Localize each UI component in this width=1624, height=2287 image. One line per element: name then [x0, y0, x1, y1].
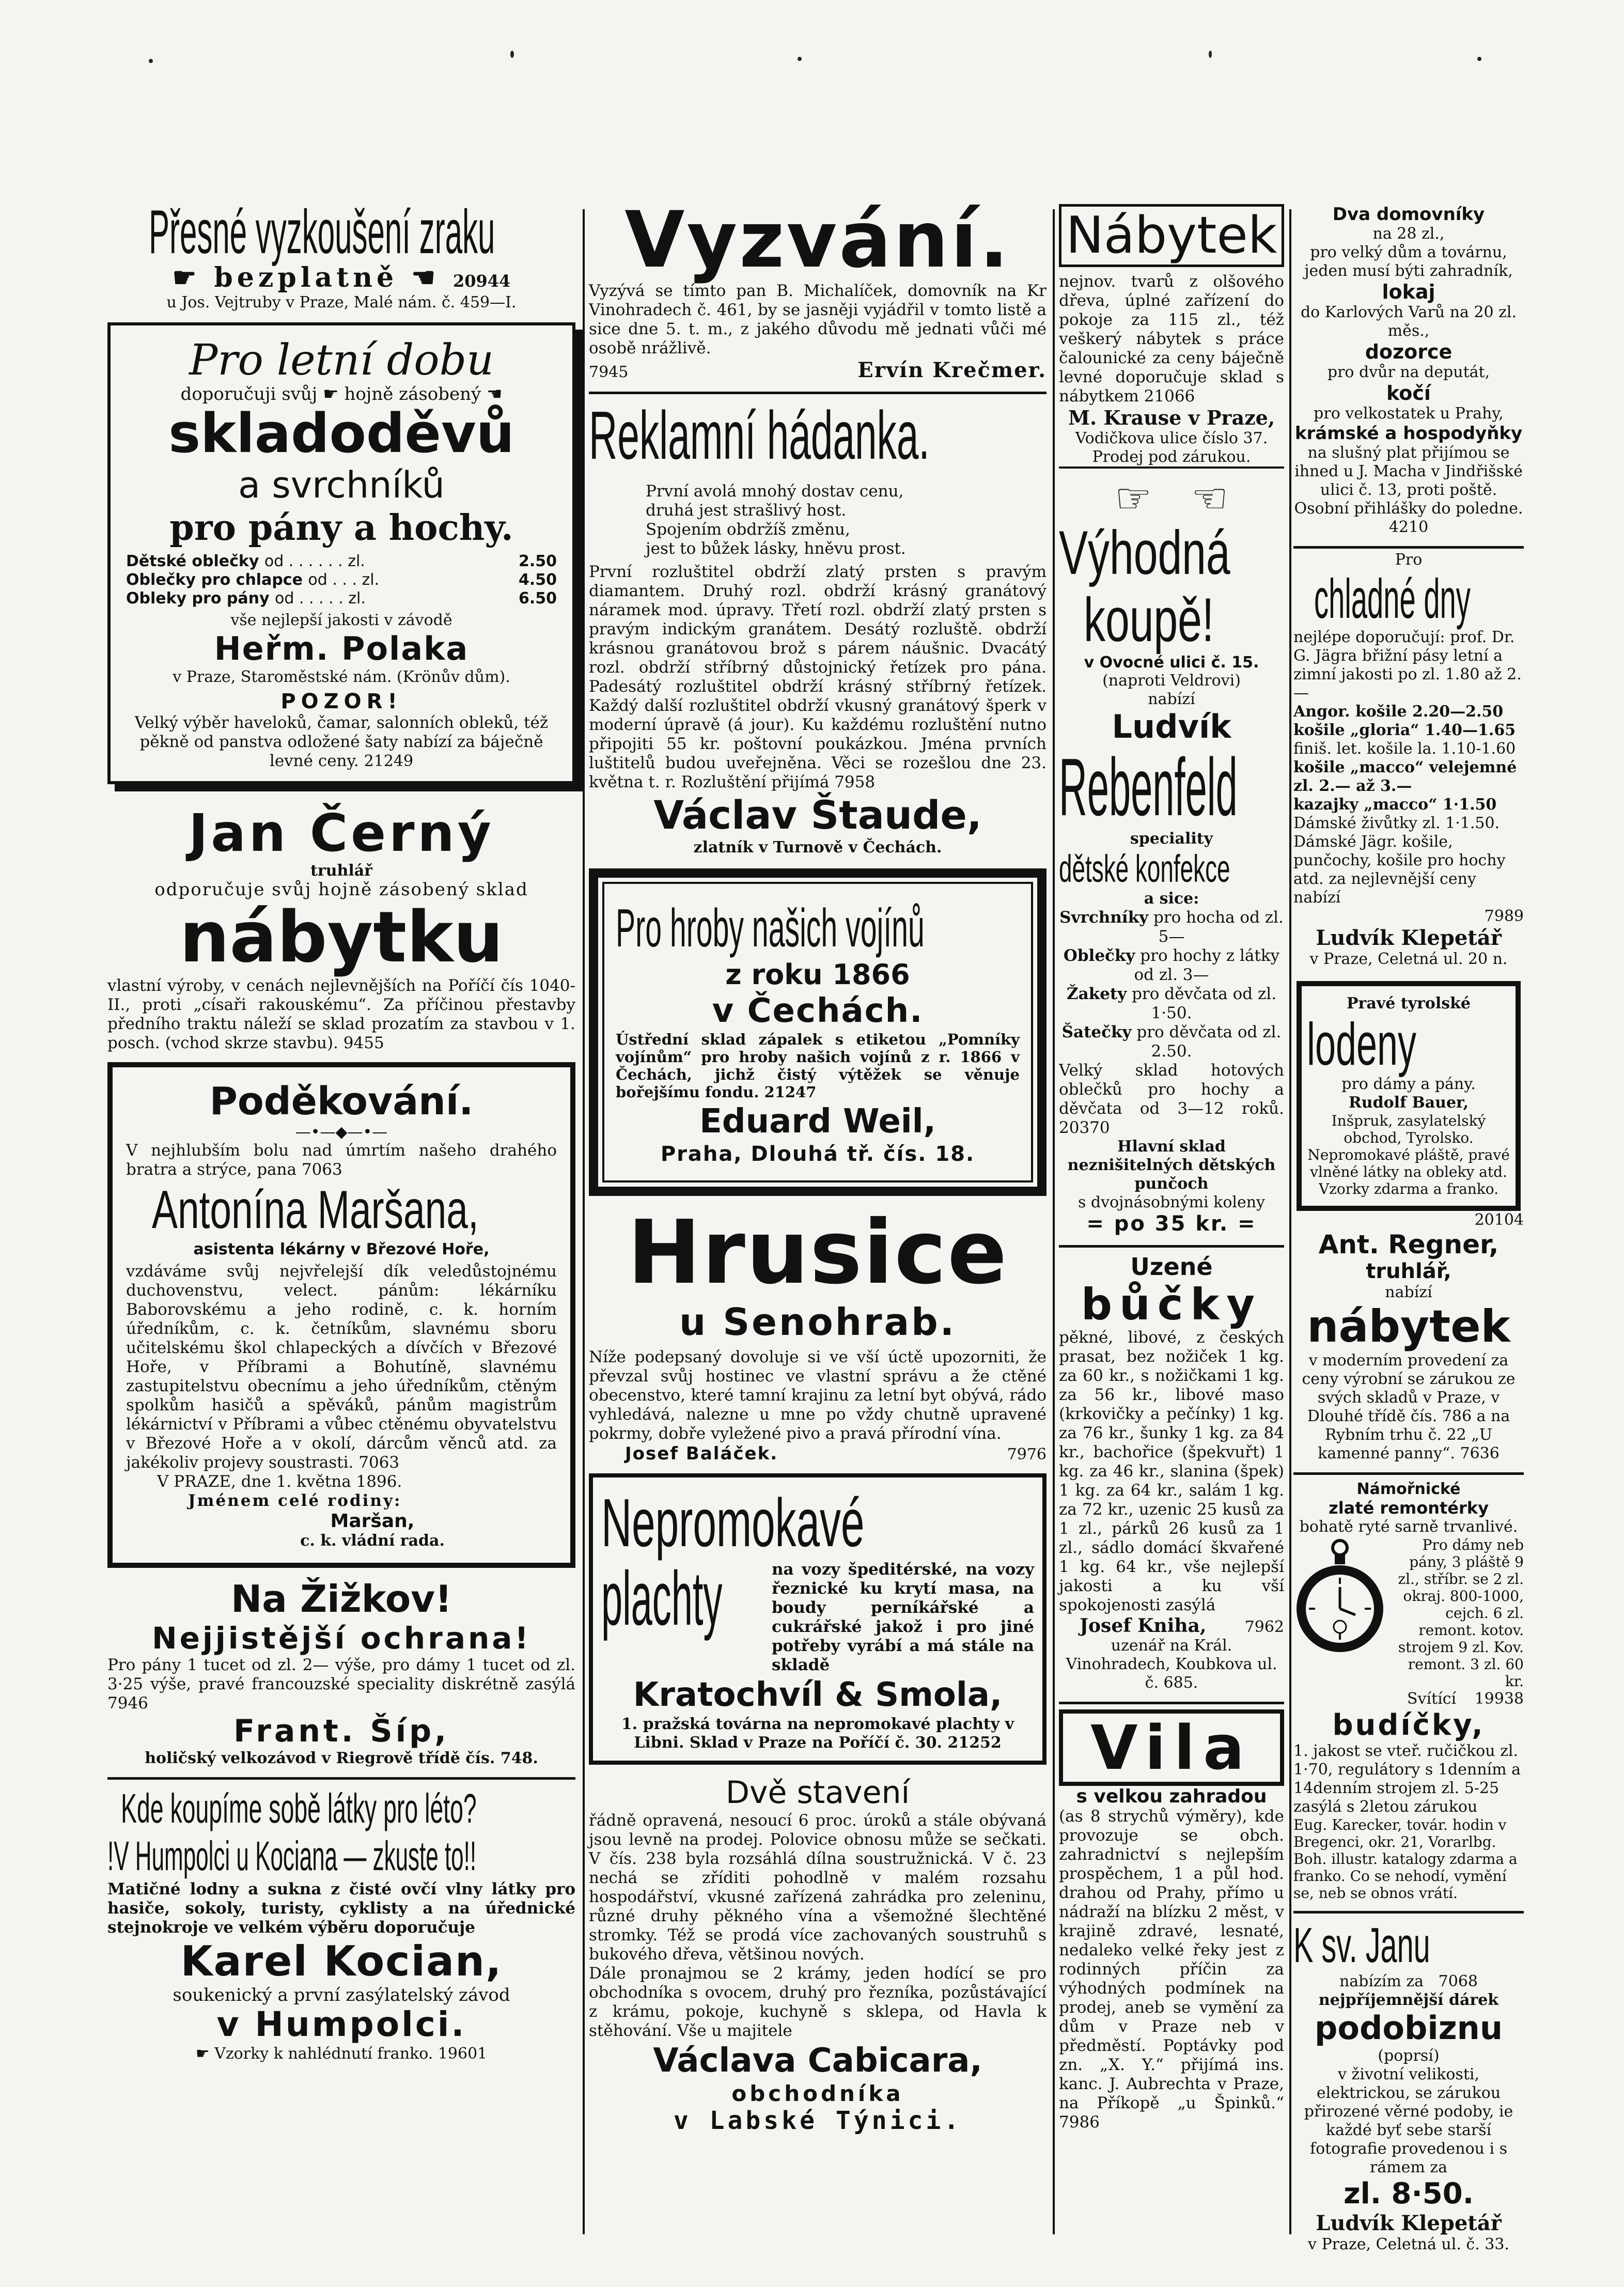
ad-text: v moderním provedení za ceny výrobní se zárukou ze svých skladů v Praze, v Dlouhé třídě čís. 786 a na Rybním trhu č. 22 „U kamenné panny“. 7636 [1302, 1351, 1516, 1463]
ad-line: truhlář [310, 862, 372, 880]
ad-address: v Ovocné ulici č. 15. [1084, 654, 1259, 672]
ad-line: (poprsí) [1378, 2047, 1440, 2065]
ad-title: Námořnické [1356, 1480, 1461, 1498]
ad-firm: M. Krause v Praze, [1068, 406, 1275, 429]
list-item: Žakety pro děvčata od zl. 1·50. [1066, 985, 1277, 1022]
pointing-hand-icon: ☚ [487, 384, 503, 404]
ad-text: vzdáváme svůj nejvřelejší dík veledůstojnému duchovenstvu, velect. pánům: lékárníku Baborovskému a jeho rodině, c. k. horním úředníkům, c. k. četníkům, slavnému sboru učitelskému škol chlapeckých a dívčích v Březové Hoře, v Příbrami a Bohutíně, slavnému zastupitelstvu obecnímu a jeho úředníkům, ctěným spolkům hasičů a spěváků, pánům magistrům lékárnictví v Příbrami a vůbec ctěnému obyvatelstvu v Březové Hoře a v okolí, dárcům věnců atd. za jakékoliv projevy soustrasti. 7063 [126, 1262, 557, 1472]
ad-title: Pro hroby našich vojínů [616, 898, 925, 958]
ad-firm: Heřm. Polaka [214, 630, 469, 667]
list-item: Svrchníky pro hocha od zl. 5— [1059, 908, 1284, 946]
price-row: Obleky pro pány od . . . . . zl. 6.50 [126, 589, 557, 608]
ad-address: v Humpolci. [216, 2004, 466, 2044]
ad-line: truhlář, [1366, 1259, 1451, 1283]
speck [510, 51, 514, 58]
ad-hrusice [589, 1202, 1047, 1464]
ad-title: K sv. Janu [1293, 1918, 1430, 1973]
ad-kocian [107, 1785, 575, 2063]
ad-line: c. k. vládní rada. [300, 1532, 445, 1550]
ad-firm: Ludvík Klepetář [1316, 926, 1502, 950]
ad-headline: nábytek [1307, 1301, 1510, 1352]
ad-address: v Praze, Staroměstské nám. (Krönův dům). [173, 668, 510, 686]
ad-text: Velký výběr haveloků, čamar, salonních obleků, též pěkně od panstva odložené šaty nabízí za báječně levné ceny. 21249 [134, 713, 549, 770]
ad-firm: Ludvík Klepetář [1316, 2211, 1502, 2235]
ad-line: do Karlových Varů na 20 zl. měs., [1300, 303, 1517, 340]
ad-line: Pro [1395, 551, 1423, 569]
ad-footer: Svítící 19938 [1407, 1690, 1524, 1708]
ad-lodeny [1297, 981, 1521, 1211]
ad-title: Hrusice [627, 1202, 1008, 1304]
speck [149, 59, 153, 63]
divider [1059, 1702, 1284, 1704]
ad-firm: Frant. Šíp, [233, 1713, 449, 1749]
ad-line: kočí [1386, 382, 1431, 404]
list-item: finiš. let. košile la. 1.10-1.60 [1293, 740, 1516, 758]
ad-firm: Václava Cabicara, [653, 2042, 982, 2080]
ad-headline: bůčky [1081, 1279, 1262, 1330]
column-rule [1289, 209, 1291, 2234]
list-item: Dámské Jägr. košile, punčochy, košile pro hochy atd. za nejlevnější ceny nabízí [1293, 833, 1506, 907]
column-4 [1293, 204, 1524, 2263]
ad-headline: u Senohrab. [679, 1300, 956, 1344]
ad-podekovani [107, 1062, 575, 1568]
ad-text: (as 8 strychů výměry), kde provozuje se obch. zahradnictví s nejlepším prospěchem, 1 a půl hod. drahou od Prahy, přímo u nádraží na blízku 2 měst, v krajině zdravé, lesnaté, nedaleko velké řeky jest z rodinných příčin za výhodných podmínek na prodej, aneb se vymění za dům v Praze neb v předměstí. Poptávky pod zn. „X. Y.“ přijímá ins. kanc. J. Aubrechta v Praze, na Příkopě „u Špinků.“ 7986 [1059, 1807, 1284, 2132]
ad-vila [1059, 1709, 1284, 2132]
ad-text: Pro dámy neb pány, 3 pláště 9 zl., stříbr. se 2 zl. okraj. 800-1000, cejch. 6 zl. remont. kotov. strojem 9 zl. Kov. remont. 3 zl. 60 kr. [1398, 1536, 1524, 1690]
ad-address: uzenář na Král. Vinohradech, Koubkova ul. č. 685. [1066, 1637, 1277, 1692]
list-item: Šatečky pro děvčata od zl. 2.50. [1061, 1023, 1282, 1061]
ad-line: dozorce [1365, 340, 1453, 363]
ad-signature: Maršan, [330, 1511, 415, 1532]
ad-title: koupě! [1084, 585, 1214, 655]
list-item: Dámské živůtky zl. 1·1.50. [1293, 814, 1500, 832]
ad-zizkov [107, 1577, 575, 1768]
ad-text: nejlépe doporučují: prof. Dr. G. Jägra břižní pásy letní a zimní jakosti po zl. 1.80 až 2.— [1293, 628, 1522, 702]
riddle-verse: První avolá mnohý dostav cenu, druhá jest strašlivý host. Spojením obdržíš změnu, jest to bůžek lásky, hněvu prost. [646, 482, 906, 558]
ad-body [1293, 1536, 1524, 1690]
ad-line: a sice: [1144, 890, 1199, 908]
ad-title: Nábytek [1059, 204, 1284, 267]
ad-headline: skladoděvů [168, 402, 514, 465]
ad-line: (naproti Veldrovi) [1102, 672, 1241, 690]
divider [1293, 1911, 1524, 1913]
divider [1293, 1472, 1524, 1475]
ad-address: Praha, Dlouhá tř. čís. 18. [660, 1142, 975, 1166]
ad-line: speciality [1130, 830, 1213, 848]
ad-text: vlastní výroby, v cenách nejlevnějších na Poříčí čís 1040-II., proti „císaři rakouskému“. Za příčinou přestavby předního traktu náleží se sklad prozatím za stavbou v 1. posch. (vchod skrze stavbu). 9455 [107, 976, 575, 1052]
divider [1293, 546, 1524, 549]
ad-footer: 7945 Ervín Krečmer. [589, 358, 1047, 382]
ad-firm: Rebenfeld [1059, 742, 1238, 833]
ad-firm: Rudolf Bauer, [1348, 1094, 1469, 1112]
ad-line: Pravé tyrolské [1346, 994, 1471, 1013]
ad-line: nabízím za 7068 [1339, 1972, 1478, 1990]
ad-text: nejnov. tvarů z olšového dřeva, úplné zařízení do pokoje za 115 zl., též veškerý nábytek s práce čalounické za ceny báječně levné doporučuje sklad s nábytkem 21066 [1059, 272, 1284, 406]
ad-title: Kde koupíme sobě látky pro léto? [121, 1785, 477, 1831]
pointing-hand-icon: ☛ [323, 384, 339, 404]
ad-text: První rozluštitel obdrží zlatý prsten s pravým diamantem. Druhý rozl. obdrží krásný granátový náramek mod. úpravy. Třetí rozl. obdrží zlatý prsten s pravým indickým granátem. Desátý rozluště. obdrží krásnou granátovou brož s párem náušnic. Dvacátý rozl. obdrží stříbrný důstojnický řetízek pro pána. Padesátý rozluštitel obdrží krásný stříbrný řetízek. Každý další rozluštitel obdrží vkusný granátový šperk v moderní úpravě (á jour). Ku každému rozluštění nutno připojiti 55 kr. poštovní poukázkou. Jména prvních luštitelů budou uveřejněna. Věci se rozešlou dne 23. května t. r. Rozluštění přijímá 7958 [589, 563, 1047, 791]
ad-title: Vila [1059, 1709, 1284, 1786]
pocket-watch-icon [1293, 1536, 1386, 1655]
list-item: kazajky „macco“ 1·1.50 [1293, 796, 1497, 814]
ad-hadanka [589, 399, 1047, 857]
ad-address: v Praze, Celetná ul. č. 33. [1308, 2235, 1509, 2253]
ad-line: krámské a hospodyňky [1294, 423, 1523, 444]
ad-line: vše nejlepší jakosti v závodě [230, 611, 452, 629]
ad-line: nejpříjemnější dárek [1318, 1991, 1499, 2009]
ad-text: řádně opravená, nesoucí 6 proc. úroků a stále obývaná jsou levně na prodej. Polovice obnosu může se sečkati. V čís. 238 byla rozsáhlá dílna soustružnická. V č. 23 nechá se zříditi pohodlně v malém rozsahu hospodářství, vkusné zařízená zahrádka pro zeleninu, různé druhy pěkného vína a všemožné šlechtěné stromky. Též se prodá více zachovaných soustruhů s bukového dřeva, většinou nových. [589, 1811, 1047, 1964]
ad-text: 1. jakost se vteř. ručičkou zl. 1·70, regulátory s 1denním a 14denním strojem zl. 5-25 zasýlá s 2letou zárukou [1293, 1742, 1521, 1816]
ad-line: asistenta lékárny v Březové Hoře, [193, 1240, 490, 1258]
ad-polak [107, 322, 575, 784]
ad-address: v Labské Týnici. [673, 2106, 962, 2135]
ad-footer: Josef Baláček. 7976 [625, 1443, 1047, 1464]
column-1 [107, 199, 575, 2073]
ad-title: Nepromokavé [601, 1485, 865, 1561]
ad-line: Prodej pod zárukou. [1059, 448, 1284, 469]
ad-firm: Eduard Weil, [699, 1102, 936, 1141]
divider [1059, 1245, 1284, 1248]
ad-title: Poděkování. [209, 1079, 474, 1124]
ad-line: nabízí [1385, 1283, 1432, 1301]
ad-line: pro velký dům a továrnu, jeden musí býti zahradník, [1304, 243, 1513, 280]
speck [1209, 51, 1212, 58]
ad-title: Výhodná [1059, 518, 1230, 587]
ad-text: Níže podepsaný dovoluje si ve vší úctě upozorniti, že převzal svůj hostinec ve vlastní správu a že ctěné obecenstvo, které tamní krajinu za letní byt obývá, rádo vyhledává, nalezne u mne po vždy chutně upravené pokrmy, dobře vyležené pivo a pravá přírodní vína. [589, 1348, 1047, 1443]
ad-text: Vyzývá se tímto pan B. Michalíček, domovník na Kr Vinohradech č. 461, by se jasněji vyjádřil v tomto listě a sice dne 5. t. m., z jakého důvodu mě jednati vůči mé osobě nrážlivě. [589, 282, 1047, 357]
ad-line: neznišitelných dětských punčoch [1067, 1156, 1276, 1193]
ad-text: Pro pány 1 tucet od zl. 2— výše, pro dámy 1 tucet od zl. 3·25 výše, pravé francouzské speciality diskrétně zasýlá 7946 [107, 1656, 575, 1713]
ad-title: Přesné vyzkoušení zraku [149, 197, 495, 267]
ad-vyhodna [1059, 474, 1284, 1236]
ad-domovniky [1293, 204, 1524, 537]
pointing-hand-icon: ☞ ☜ [1115, 474, 1228, 522]
ad-headline: budíčky, [1332, 1708, 1485, 1742]
price-row: Oblečky pro chlapce od . . . zl. 4.50 [126, 571, 557, 589]
ad-sv-janu [1293, 1919, 1524, 2254]
ad-title: lodeny [1307, 1010, 1416, 1078]
ad-text: pěkné, libové, z českých prasat, bez nožiček 1 kg. za 60 kr., s nožičkami 1 kg. za 56 kr., libové maso (krkovičky a pečínky) 1 kg. za 76 kr., šunky 1 kg. za 84 kr., bachořice (špekvuřt) 1 kg. za 46 kr., slanina (špek) 1 kg. za 64 kr., salám 1 kg. za 72 kr., uzenic 25 kusů za 1 zl., párků 26 kusů za 1 zl., sádlo domácí škvařené 1 kg. 64 kr., vše nejlepší jakosti a ku vší spokojenosti zasýlá [1059, 1328, 1284, 1614]
column-3 [1059, 204, 1284, 2141]
ad-headline: nábytku [179, 897, 504, 978]
pointing-hand-icon: ☛ [172, 262, 201, 293]
ad-line: pro pány a hochy. [169, 507, 513, 549]
divider-ornament: —•—◆—•— [295, 1123, 388, 1141]
ad-text: Inšpruk, zasylatelský obchod, Tyrolsko. Nepromokavé pláště, pravé vlněné látky na obleky atd. Vzorky zdarma a franko. [1307, 1112, 1510, 1197]
ad-line: pro velkostatek u Prahy, [1314, 404, 1504, 423]
ad-dve-staveni [589, 1774, 1047, 2135]
ad-title: Dvě stavení [725, 1775, 910, 1811]
ad-title: chladné dny [1314, 567, 1471, 630]
ad-headline: plachty [601, 1556, 723, 1641]
ad-price: = po 35 kr. = [1086, 1212, 1257, 1236]
ad-title: Ant. Regner, [1318, 1230, 1499, 1259]
ad-text: v životní velikosti, elektrickou, se zárukou přirozené věrné podoby, ie každé byť sebe starší fotografie provedenou i s rámem za [1304, 2065, 1513, 2176]
ad-line: s dvojnásobnými koleny [1078, 1193, 1266, 1211]
list-item: Oblečky pro hochy z látky od zl. 3— [1063, 946, 1280, 984]
ad-headline: zlaté remontérky [1329, 1498, 1489, 1518]
ad-line: lokaj [1382, 281, 1435, 303]
column-2 [589, 195, 1047, 2144]
ad-address: 1. pražská továrna na nepromokavé plachty v Libni. Sklad v Praze na Poříčí č. 30. 21252 [621, 1715, 1014, 1752]
ad-line: Jménem celé rodiny: [188, 1491, 402, 1510]
ad-text: Ústřední sklad zápalek s etiketou „Pomníky vojínům“ pro hroby našich vojínů z r. 1866 v Čechách, jichž čistý výtěžek se věnuje bořejšímu fondu. 21247 [616, 1031, 1020, 1101]
ad-nabytek [1059, 204, 1284, 469]
ad-headline: Nejjistější ochrana! [152, 1621, 531, 1656]
list-item: košile „macco“ velejemné zl. 2.— až 3.— [1293, 758, 1517, 795]
item-list [1059, 908, 1284, 1061]
ad-vyzvani [589, 195, 1047, 382]
price-list [126, 552, 557, 608]
ad-price: zl. 8·50. [1344, 2177, 1474, 2211]
ad-title: Reklamní hádanka. [589, 397, 930, 473]
ad-line: POZOR! [280, 690, 402, 713]
ad-address: holičský velkozávod v Riegrově třídě čís. 748. [145, 1749, 538, 1767]
ad-text: Matičné lodny a sukna z čisté ovčí vlny látky pro hasiče, sokoly, turisty, cyklisty a na úřednické stejnokroje ve velkém výběru doporučuje [107, 1880, 575, 1937]
ad-firm: Kratochvíl & Smola, [633, 1676, 1003, 1714]
ad-chladne-dny [1293, 551, 1524, 969]
ad-hodinky [1293, 1480, 1524, 1902]
ad-subtitle: ☛ bezplatně ☚ 20944 [172, 262, 511, 293]
ad-nepromokave [589, 1473, 1047, 1765]
list-item: košile „gloria“ 1.40—1.65 [1293, 721, 1516, 739]
ad-title: Dva domovníky [1332, 204, 1485, 225]
ad-firm: Ludvík [1112, 708, 1231, 745]
ad-line: Hlavní sklad [1117, 1138, 1226, 1156]
ad-hroby [589, 868, 1047, 1196]
ad-body [601, 1556, 1034, 1675]
ad-address: zlatník v Turnově v Čechách. [693, 838, 942, 857]
ad-address: Vodičkova ulice číslo 37. [1075, 429, 1268, 447]
ad-title: Jan Černý [189, 803, 494, 863]
speck [798, 57, 802, 61]
ad-firm: Karel Kocian, [180, 1937, 503, 1985]
ad-title: Vyzvání. [624, 195, 1011, 285]
ad-line: obchodníka [731, 2081, 904, 2106]
ad-address: u Jos. Vejtruby v Praze, Malé nám. č. 459—I. [166, 293, 517, 312]
ad-cerny [107, 805, 575, 1053]
ad-line: soukenický a první zasýlatelský závod [173, 1985, 510, 2005]
ad-address: v Praze, Celetná ul. 20 n. [1309, 950, 1508, 968]
divider [589, 392, 1047, 394]
list-item: Angor. košile 2.20—2.50 [1293, 703, 1504, 721]
ad-line: doporučuji svůj ☛ hojně zásobený ☚ [180, 384, 503, 404]
ad-regner [1293, 1230, 1524, 1463]
ad-footer: Josef Kniha, 7962 [1080, 1615, 1284, 1637]
ad-text: Dále pronajmou se 2 krámy, jeden hodící se pro obchodníka s ovocem, druhý pro řezníka, pozůstávající z krámu, pokoje, kuchyně s sklepa, od Havla k stěhování. Vše u majitele [589, 1964, 1047, 2040]
ad-number: 20104 [1474, 1211, 1524, 1229]
ad-headline: Antonína Maršana, [152, 1180, 479, 1240]
ad-line: a svrchníků [238, 464, 445, 506]
ad-line: odporučuje svůj hojně zásobený sklad [154, 879, 528, 900]
ad-title: Pro letní dobu [189, 336, 494, 385]
ad-line: bohatě ryté sarně trvanlivé. [1299, 1518, 1518, 1536]
ad-headline: !V Humpolci u Kociana — zkuste to!! [107, 1833, 477, 1879]
pointing-hand-icon: ☚ [411, 262, 440, 293]
ad-line: pro dvůr na deputát, [1327, 363, 1490, 381]
pointing-hand-icon: ☛ [195, 2045, 210, 2063]
ad-number: 7989 [1484, 907, 1524, 925]
ad-text: Eug. Karecker, továr. hodin v Bregenci, okr. 21, Vorarlbg. Boh. illustr. katalogy zdarma a franko. Co se nehodí, vymění se, neb se obnos vrátí. [1293, 1816, 1518, 1902]
ad-text: na vozy špeditérské, na vozy řeznické ku krytí masa, na boudy perníkářské a cukrářské jakož i pro jiné potřeby vyrábí a má stále na skladě [772, 1560, 1034, 1674]
ad-line: na 28 zl., [1372, 225, 1445, 243]
ad-text: V nejhlubším bolu nad úmrtím našeho drahého bratra a strýce, pana 7063 [126, 1141, 557, 1179]
ad-line: v Čechách. [712, 992, 924, 1030]
ad-title: Uzené [1130, 1253, 1213, 1281]
ad-line: nabízí [1148, 690, 1195, 708]
ad-line: z roku 1866 [725, 958, 910, 991]
ad-date: V PRAZE, dne 1. května 1896. [157, 1472, 402, 1491]
ad-line: pro dámy a pány. [1341, 1075, 1476, 1093]
ad-zraku [107, 199, 575, 312]
speck [1477, 57, 1481, 61]
price-row: Dětské oblečky od . . . . . . zl. 2.50 [126, 552, 557, 570]
column-rule [1053, 209, 1055, 2234]
ad-headline: dětské konfekce [1059, 847, 1230, 890]
ad-text: na slušný plat přijímou se ihned u J. Macha v Jindřišské ulici č. 13, proti poště. Osobní přihlášky do poledne. 4210 [1294, 444, 1523, 536]
ad-line: ☛ Vzorky k nahlédnutí franko. 19601 [195, 2045, 488, 2063]
ad-bucky [1059, 1253, 1284, 1692]
ad-title: Na Žižkov! [231, 1577, 452, 1621]
ad-firm: Václav Štaude, [653, 792, 982, 838]
ad-headline: podobiznu [1315, 2009, 1503, 2047]
ad-headline: s velkou zahradou [1076, 1786, 1267, 1807]
ad-text: Velký sklad hotových oblečků pro hochy a děvčata od 3—12 roků. 20370 [1059, 1061, 1284, 1137]
divider [107, 1777, 575, 1780]
